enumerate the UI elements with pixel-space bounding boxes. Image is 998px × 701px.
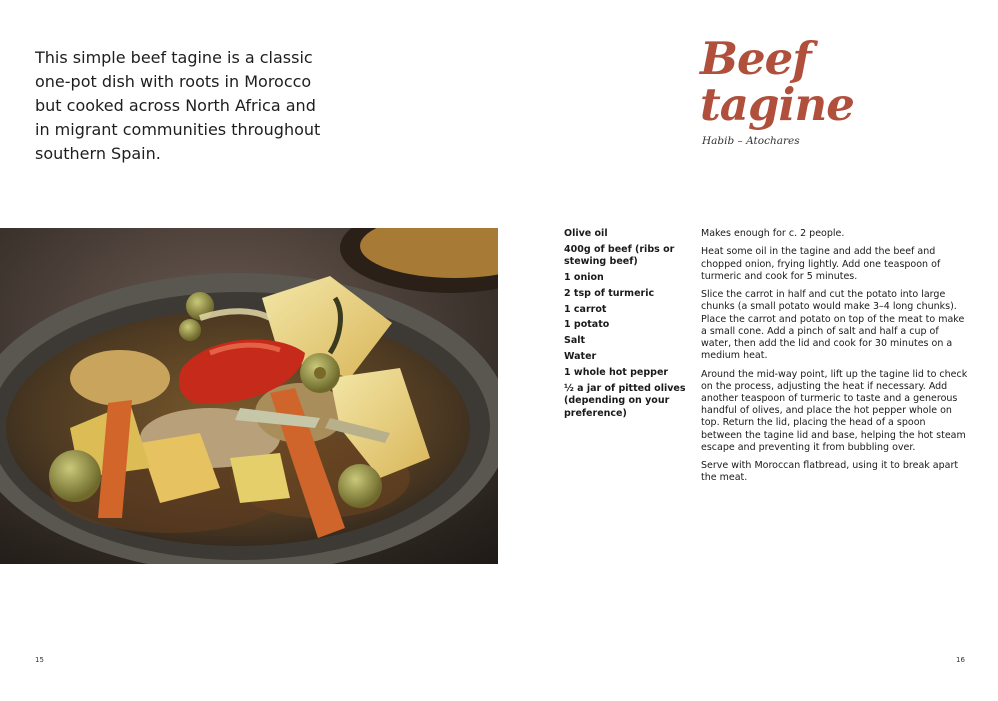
- recipe-title: [700, 32, 854, 131]
- ingredient-item: 2 tsp of turmeric: [564, 287, 655, 299]
- ingredients-list: [564, 228, 689, 423]
- method-paragraph: Serve with Moroccan flatbread, using it to break apart the meat.: [701, 460, 959, 484]
- ingredient-item: Olive oil: [564, 228, 608, 239]
- food-photo: [0, 228, 498, 564]
- intro-paragraph: This simple beef tagine is a classic one-pot dish with roots in Morocco but cooked across North Africa and in migrant communities throughout southern Spain.: [35, 48, 321, 163]
- ingredient-item: 1 potato: [564, 319, 610, 331]
- ingredient-item: 1 carrot: [564, 303, 607, 315]
- method-text: [701, 228, 969, 491]
- recipe-byline: Habib – Atochares: [702, 135, 800, 147]
- recipe-title-line-2: tagine: [700, 78, 854, 131]
- method-paragraph: Around the mid-way point, lift up the tagine lid to check on the process, adjusting the heat if necessary. Add another teaspoon of turmeric to taste and a generous handful of olives, and place the hot pepper whole on top. Return the lid, placing the head of a spoon between the tagine lid and base, helping the hot steam escape and preventing it from bubbling over.: [701, 368, 968, 453]
- ingredient-item: 1 onion: [564, 272, 604, 284]
- ingredient-item: Water: [564, 351, 597, 363]
- method-paragraph: Slice the carrot in half and cut the potato into large chunks (a small potato would make 3–4 long chunks). Place the carrot and potato on top of the meat to make a small cone. Add a pinch of salt and half a cup of water, then add the lid and cook for 30 minutes on a medium heat.: [701, 289, 965, 362]
- page-number-left: 15: [35, 656, 44, 664]
- ingredient-item: 400g of beef (ribs or stewing beef): [564, 243, 675, 268]
- recipe-title-line-1: Beef: [700, 32, 811, 85]
- method-paragraph: Makes enough for c. 2 people.: [701, 228, 845, 239]
- ingredient-item: ½ a jar of pitted olives (depending on your preference): [564, 382, 686, 419]
- ingredient-item: 1 whole hot pepper: [564, 366, 669, 378]
- ingredient-item: Salt: [564, 335, 586, 347]
- method-paragraph: Heat some oil in the tagine and add the beef and chopped onion, frying lightly. Add one teaspoon of turmeric and cook for 5 minutes.: [701, 246, 941, 282]
- page-number-right: 16: [956, 656, 965, 664]
